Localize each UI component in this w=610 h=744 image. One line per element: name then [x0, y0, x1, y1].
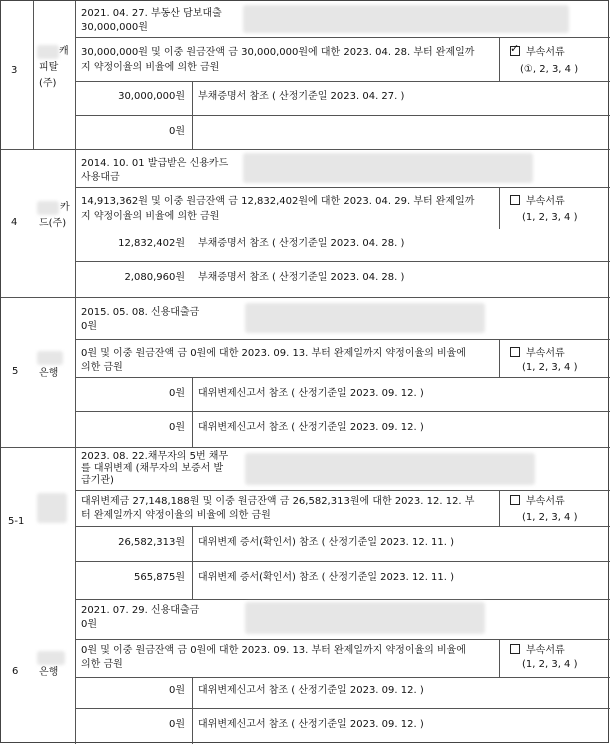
attachment-checkbox-row[interactable]	[510, 46, 565, 60]
checkbox[interactable]	[510, 347, 520, 357]
amount: 0원	[168, 719, 185, 730]
amount-note: 대위변제신고서 참조 ( 산정기준일 2023. 09. 12. )	[198, 685, 424, 696]
divider	[499, 187, 500, 229]
debt-date-reason: 2021. 07. 29. 신용대출금	[81, 605, 200, 616]
checkbox[interactable]	[510, 644, 520, 654]
attachment-numbers: (1, 2, 3, 4 )	[522, 659, 578, 670]
attachment-label: 부속서류	[526, 348, 565, 359]
debt-date-reason: 급기관)	[81, 475, 114, 486]
divider	[76, 339, 610, 340]
debt-date-reason: 를 대위변제 (채무자의 보증서 발	[81, 463, 224, 474]
divider	[499, 339, 500, 377]
divider	[76, 81, 610, 82]
divider	[33, 1, 34, 149]
creditor-name: 은행	[39, 368, 59, 379]
row-number: 4	[11, 217, 18, 228]
redacted-details	[245, 453, 535, 485]
claim-basis: 터 완제일까지 약정이율의 비율에 의한 금원	[81, 510, 271, 521]
attachment-numbers: (1, 2, 3, 4 )	[522, 362, 578, 373]
amount: 26,582,313원	[118, 537, 185, 548]
amount-note: 대위변제신고서 참조 ( 산정기준일 2023. 09. 12. )	[198, 388, 424, 399]
divider	[76, 639, 610, 640]
attachment-checkbox-row[interactable]	[510, 195, 565, 209]
amount-note: 대위변제신고서 참조 ( 산정기준일 2023. 09. 12. )	[198, 422, 424, 433]
amount: 0원	[168, 685, 185, 696]
row-number: 6	[12, 666, 19, 677]
attachment-label: 부속서류	[526, 496, 565, 507]
amount: 0원	[168, 388, 185, 399]
row-number: 5-1	[8, 516, 25, 527]
row-number: 3	[11, 65, 18, 76]
claim-basis: 0원 및 이중 원금잔액 금 0원에 대한 2023. 09. 13. 부터 완제일까지 약정이율의 비율에	[81, 348, 466, 359]
divider	[192, 526, 193, 599]
claim-basis: 0원 및 이중 원금잔액 금 0원에 대한 2023. 09. 13. 부터 완제일까지 약정이율의 비율에	[81, 645, 466, 656]
amount: 565,875원	[133, 572, 185, 583]
creditor-name: 피탈	[39, 62, 59, 73]
redacted-creditor-name	[37, 493, 67, 523]
divider	[76, 677, 610, 678]
divider	[1, 447, 610, 448]
divider	[75, 447, 76, 744]
redacted-creditor-name	[37, 45, 59, 59]
divider	[75, 149, 76, 297]
divider	[499, 37, 500, 81]
debt-date-reason: 사용대금	[81, 172, 120, 183]
claim-basis: 대위변제금 27,148,188원 및 이중 원금잔액 금 26,582,313원에 대한 2023. 12. 12. 부	[81, 496, 475, 507]
divider	[76, 561, 610, 562]
divider	[76, 37, 610, 38]
divider	[499, 490, 500, 526]
attachment-label: 부속서류	[526, 645, 565, 656]
redacted-creditor-name	[37, 351, 63, 365]
debt-date-reason: 2015. 05. 08. 신용대출금	[81, 307, 200, 318]
amount: 0원	[168, 126, 185, 137]
creditor-name: 은행	[39, 667, 59, 678]
redacted-creditor-name	[37, 651, 65, 665]
amount-note: 부채증명서 참조 ( 산정기준일 2023. 04. 28. )	[198, 272, 405, 283]
debt-principal: 30,000,000원	[81, 22, 148, 33]
checkbox[interactable]	[510, 195, 520, 205]
divider	[76, 490, 610, 491]
amount-note: 대위변제 증서(확인서) 참조 ( 산정기준일 2023. 12. 11. )	[198, 537, 455, 548]
amount-note: 대위변제 증서(확인서) 참조 ( 산정기준일 2023. 12. 11. )	[198, 572, 455, 583]
claim-basis: 의한 금원	[81, 659, 123, 670]
checkbox[interactable]	[510, 495, 520, 505]
creditor-name: 드(주)	[39, 218, 67, 229]
amount-note: 부채증명서 참조 ( 산정기준일 2023. 04. 28. )	[198, 238, 405, 249]
creditor-name: 캐	[59, 46, 69, 57]
creditor-name: 카	[60, 202, 70, 213]
divider	[75, 1, 76, 149]
claim-basis: 의한 금원	[81, 362, 123, 373]
debt-date-reason: 2021. 04. 27. 부동산 담보대출	[81, 8, 222, 19]
amount-note: 부채증명서 참조 ( 산정기준일 2023. 04. 27. )	[198, 91, 405, 102]
amount: 30,000,000원	[118, 91, 185, 102]
amount: 12,832,402원	[118, 238, 185, 249]
amount: 2,080,960원	[124, 272, 185, 283]
divider	[192, 377, 193, 447]
attachment-numbers: (1, 2, 3, 4 )	[522, 512, 578, 523]
divider	[75, 297, 76, 447]
divider	[76, 261, 610, 262]
debt-principal: 0원	[81, 321, 98, 332]
divider	[1, 149, 610, 150]
claim-basis: 지 약정이율의 비율에 의한 금원	[81, 211, 220, 222]
divider	[76, 526, 610, 527]
divider	[76, 411, 610, 412]
attachment-label: 부속서류	[526, 47, 565, 58]
attachment-checkbox-row[interactable]	[510, 495, 565, 509]
divider	[76, 115, 610, 116]
redacted-details	[243, 5, 569, 33]
attachment-checkbox-row[interactable]	[510, 644, 565, 658]
attachment-numbers: (1, 2, 3, 4 )	[522, 212, 578, 223]
redacted-details	[243, 153, 533, 183]
debt-date-reason: 2023. 08. 22.채무자의 5번 채무	[81, 451, 229, 462]
redacted-creditor-name	[37, 201, 59, 215]
debt-principal: 0원	[81, 619, 98, 630]
debt-date-reason: 2014. 10. 01 발급받은 신용카드	[81, 158, 229, 169]
attachment-checkbox-row[interactable]	[510, 347, 565, 361]
divider	[76, 708, 610, 709]
claim-basis: 지 약정이율의 비율에 의한 금원	[81, 62, 220, 73]
divider	[76, 599, 610, 600]
divider	[1, 297, 610, 298]
divider	[499, 639, 500, 677]
creditor-name: (주)	[39, 78, 57, 89]
attachment-label: 부속서류	[526, 196, 565, 207]
amount: 0원	[168, 422, 185, 433]
checkbox-checked[interactable]	[510, 46, 520, 56]
claim-basis: 30,000,000원 및 이중 원금잔액 금 30,000,000원에 대한 2023. 04. 28. 부터 완제일까	[81, 47, 475, 58]
divider	[192, 677, 193, 744]
redacted-details	[245, 303, 485, 333]
redacted-details	[245, 602, 485, 634]
claim-basis: 14,913,362원 및 이중 원금잔액 금 12,832,402원에 대한 2023. 04. 29. 부터 완제일까	[81, 196, 475, 207]
divider	[76, 377, 610, 378]
attachment-numbers: (①, 2, 3, 4 )	[520, 64, 579, 75]
amount-note: 대위변제신고서 참조 ( 산정기준일 2023. 09. 12. )	[198, 719, 424, 730]
row-number: 5	[12, 366, 19, 377]
divider	[76, 187, 610, 188]
